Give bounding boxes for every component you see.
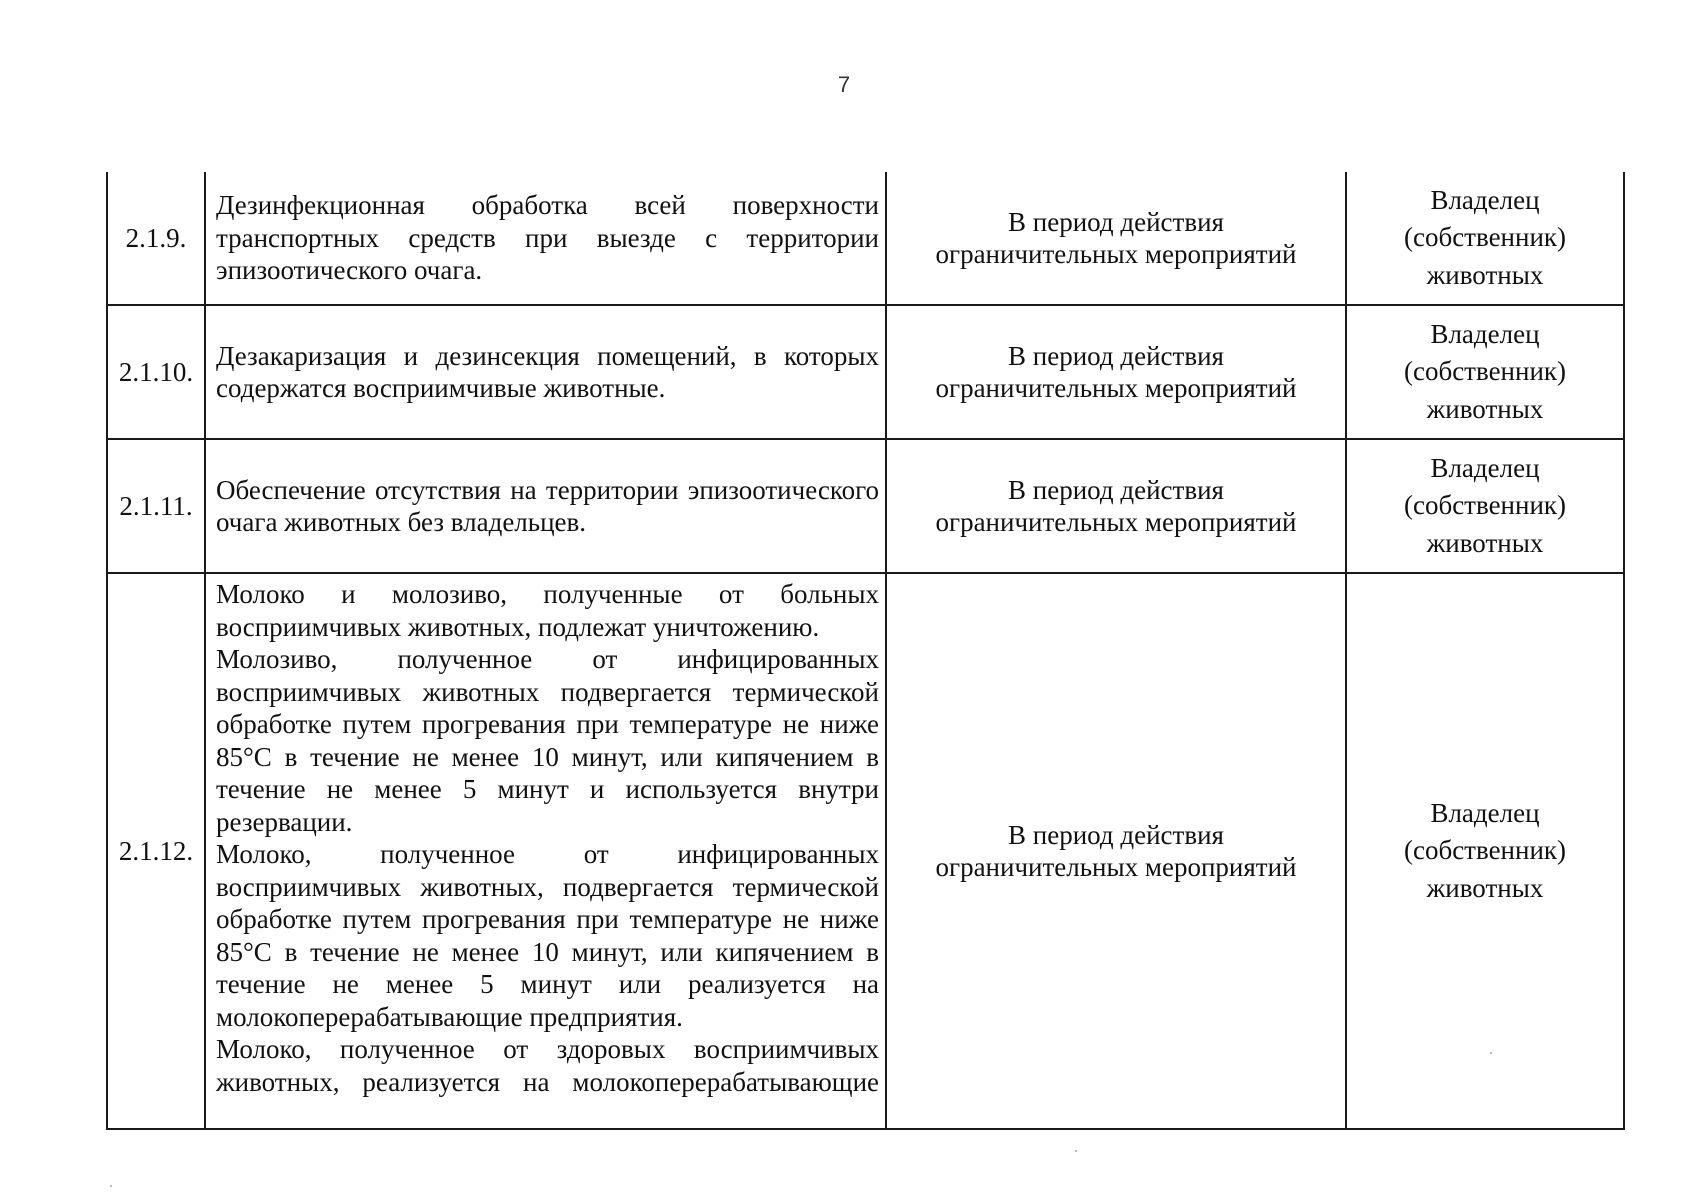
measure-description [205,573,886,1129]
responsible-cell [1346,573,1624,1129]
item-number: 2.1.10. [107,305,205,439]
deadline-line: В период действия [1008,819,1224,850]
responsible-cell [1346,172,1624,305]
table-row [107,573,1624,1129]
deadline-cell [886,172,1346,305]
measure-description: Обеспечение отсутствия на территории эпизоотического очага животных без владельцев. [205,439,886,573]
deadline-line: ограничительных мероприятий [935,507,1297,537]
responsible-line: Владелец [1430,452,1540,483]
deadline-line: ограничительных мероприятий [935,239,1297,269]
responsible-cell [1346,305,1624,439]
deadline-line: В период действия [1008,340,1224,371]
item-number: 2.1.11. [107,439,205,573]
table-row [107,305,1624,439]
responsible-line: животных [1426,527,1544,558]
scan-speck [1490,1052,1492,1054]
deadline-cell [886,305,1346,439]
responsible-line: (собственник) [1403,222,1567,253]
scan-speck [1075,1150,1077,1152]
deadline-line: В период действия [1008,206,1224,237]
measure-description: Дезинфекционная обработка всей поверхности транспортных средств при выезде с территории эпизоотического очага. [205,172,886,305]
responsible-line: животных [1426,259,1544,290]
measure-description: Дезакаризация и дезинсекция помещений, в которых содержатся восприимчивые животные. [205,305,886,439]
deadline-line: В период действия [1008,474,1224,505]
table-row [107,439,1624,573]
measure-paragraph: Молозиво, полученное от инфицированных восприимчивых животных подвергается термической обработке путем прогревания при температуре не ниже 85°С в течение не менее 10 минут, или кипячением в течение не менее 5 минут и используется внутри резервации. [216,644,879,837]
item-number: 2.1.12. [107,573,205,1129]
responsible-line: (собственник) [1403,835,1567,866]
deadline-line: ограничительных мероприятий [935,373,1297,403]
deadline-cell [886,573,1346,1129]
scan-speck [110,1185,112,1187]
responsible-line: животных [1426,872,1544,903]
deadline-line: ограничительных мероприятий [935,852,1297,882]
responsible-line: Владелец [1430,184,1540,215]
responsible-line: (собственник) [1403,356,1567,387]
responsible-line: (собственник) [1403,490,1567,521]
page-number: 7 [837,72,851,97]
responsible-cell [1346,439,1624,573]
responsible-line: животных [1426,393,1544,424]
responsible-line: Владелец [1430,797,1540,828]
measure-paragraph: Молоко, полученное от инфицированных восприимчивых животных, подвергается термической обработке путем прогревания при температуре не ниже 85°С в течение не менее 10 минут, или кипячением в течение не менее 5 минут или реализуется на молокоперерабатывающие предприятия. [216,839,879,1032]
measure-paragraph: Молоко, полученное от здоровых восприимчивых животных, реализуется на молокоперерабатывающие [216,1034,879,1097]
table-row [107,172,1624,305]
measure-paragraph: Молоко и молозиво, полученные от больных восприимчивых животных, подлежат уничтожению. [216,579,879,642]
deadline-cell [886,439,1346,573]
item-number: 2.1.9. [107,172,205,305]
responsible-line: Владелец [1430,318,1540,349]
measures-table [106,172,1625,1130]
